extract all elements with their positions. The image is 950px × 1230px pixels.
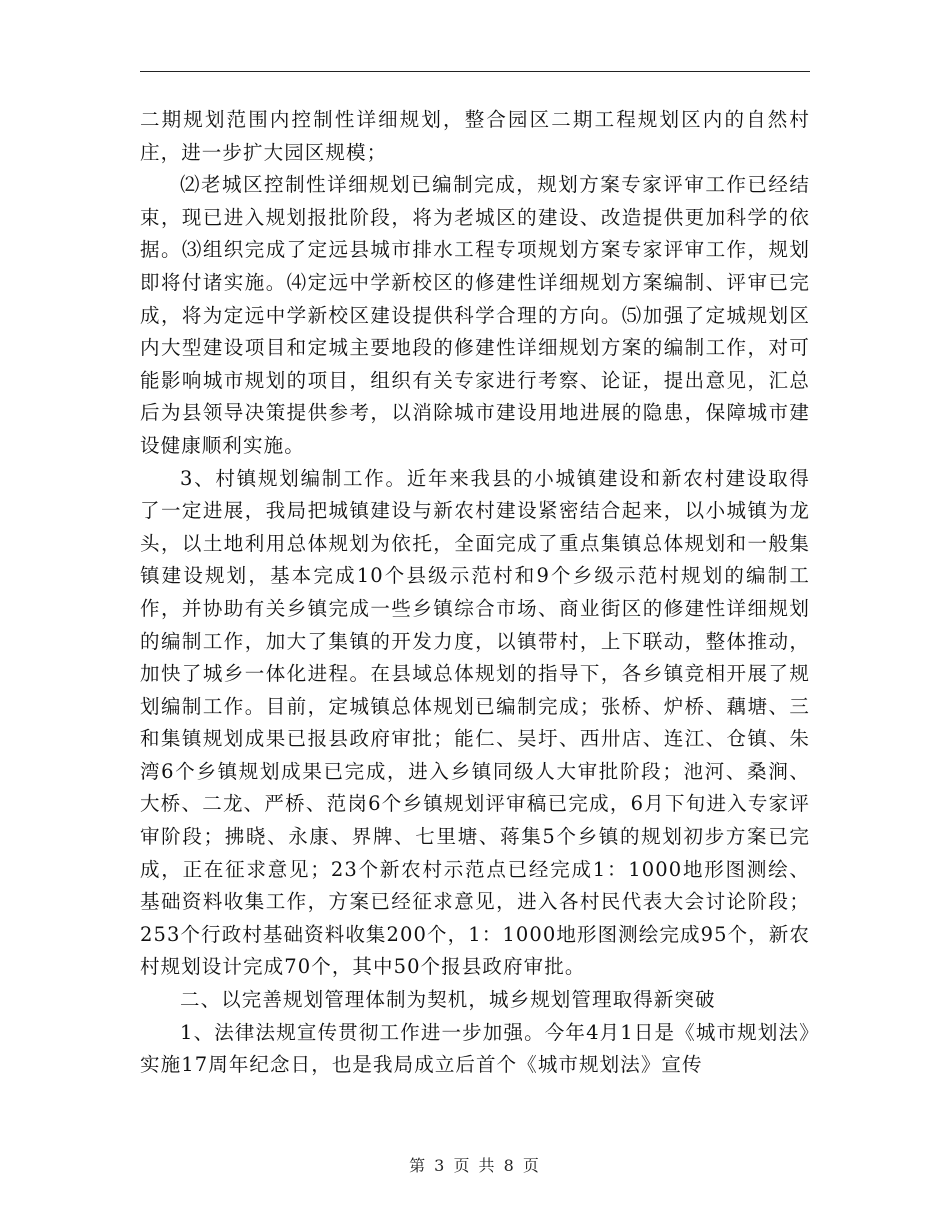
paragraph: 二期规划范围内控制性详细规划，整合园区二期工程规划区内的自然村庄，进一步扩大园区规模；: [140, 108, 810, 164]
header-rule: [140, 71, 810, 72]
section-heading: 二、以完善规划管理体制为契机，城乡规划管理取得新突破: [180, 988, 716, 1012]
page-number: 第 3 页 共 8 页: [409, 1156, 541, 1175]
paragraph: 3、村镇规划编制工作。近年来我县的小城镇建设和新农村建设取得了一定进展，我局把城镇建设与新农村建设紧密结合起来，以小城镇为龙头，以土地利用总体规划为依托，全面完成了重点集镇总体规划和一般集镇建设规划，基本完成10个县级示范村和9个乡级示范村规划的编制工作，并协助有关乡镇完成一些乡镇综合市场、商业街区的修建性详细规划的编制工作，加大了集镇的开发力度，以镇带村，上下联动，整体推动，加快了城乡一体化进程。在县域总体规划的指导下，各乡镇竞相开展了规划编制工作。目前，定城镇总体规划已编制完成；张桥、炉桥、藕塘、三和集镇规划成果已报县政府审批；能仁、吴圩、西卅店、连江、仓镇、朱湾6个乡镇规划成果已完成，进入乡镇同级人大审批阶段；池河、桑涧、大桥、二龙、严桥、范岗6个乡镇规划评审稿已完成，6月下旬进入专家评审阶段；拂晓、永康、界牌、七里塘、蒋集5个乡镇的规划初步方案已完成，正在征求意见；23个新农村示范点已经完成1：1000地形图测绘、基础资料收集工作，方案已经征求意见，进入各村民代表大会讨论阶段；253个行政村基础资料收集200个，1：1000地形图测绘完成95个，新农村规划设计完成70个，其中50个报县政府审批。: [140, 466, 810, 979]
document-body: [140, 104, 810, 1082]
paragraph: ⑵老城区控制性详细规划已编制完成，规划方案专家评审工作已经结束，现已进入规划报批阶段，将为老城区的建设、改造提供更加科学的依据。⑶组织完成了定远县城市排水工程专项规划方案专家评审工作，规划即将付诸实施。⑷定远中学新校区的修建性详细规划方案编制、评审已完成，将为定远中学新校区建设提供科学合理的方向。⑸加强了定城规划区内大型建设项目和定城主要地段的修建性详细规划方案的编制工作，对可能影响城市规划的项目，组织有关专家进行考察、论证，提出意见，汇总后为县领导决策提供参考，以消除城市建设用地进展的隐患，保障城市建设健康顺利实施。: [140, 173, 810, 457]
paragraph: 1、法律法规宣传贯彻工作进一步加强。今年4月1日是《城市规划法》实施17周年纪念日，也是我局成立后首个《城市规划法》宣传: [140, 1020, 810, 1077]
